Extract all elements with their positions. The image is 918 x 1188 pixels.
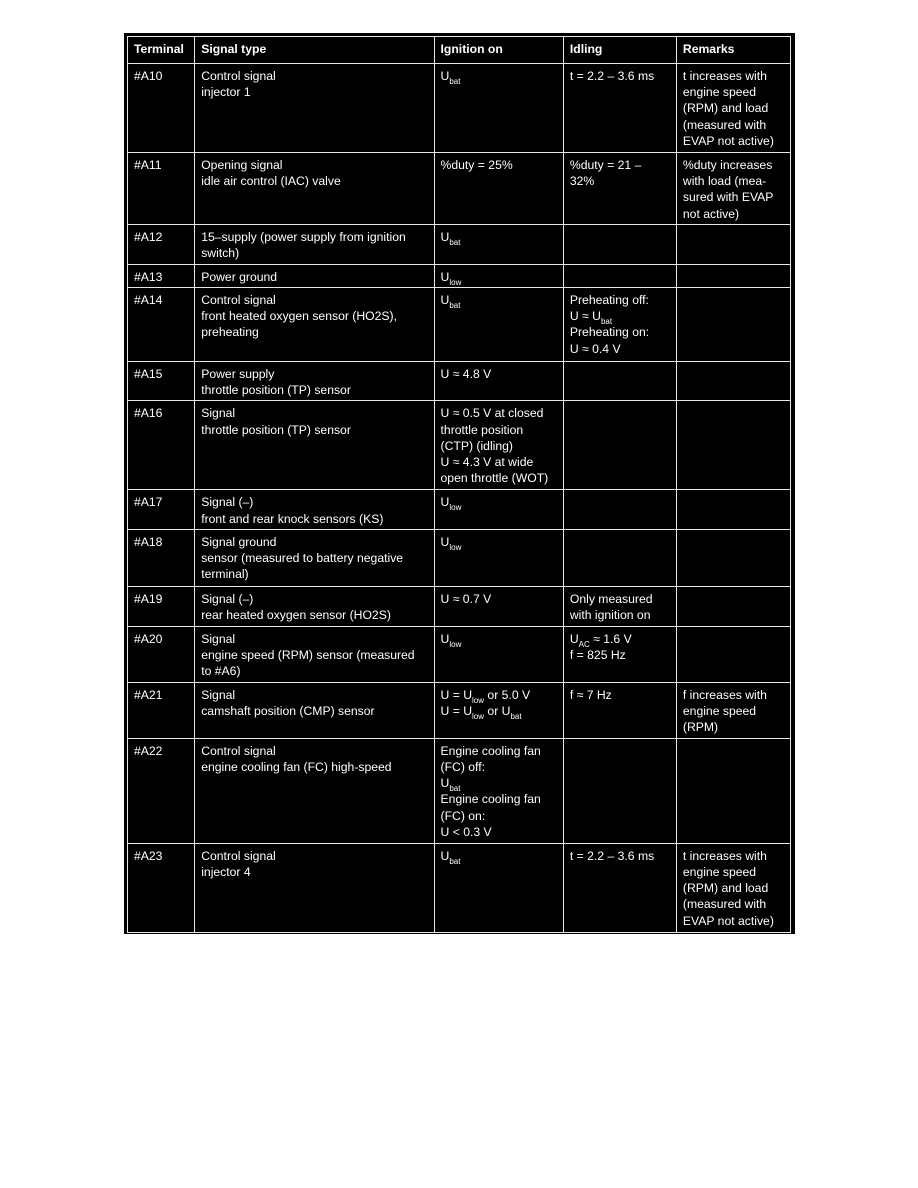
subscript: low [472, 712, 485, 722]
cell-line: $U_{bat}$ [440, 69, 461, 86]
cell-line: 32% [569, 174, 595, 189]
cell-line: to #A6) [201, 664, 241, 679]
remarks-cell [676, 586, 790, 626]
cell-line: Signal ground [201, 534, 277, 549]
cell-line: injector 1 [201, 85, 251, 100]
cell-line: $U_{low}$ [440, 495, 462, 513]
cell-line: Signal (–) [201, 495, 254, 510]
cell-line: Signal [201, 687, 236, 702]
terminal-cell: #A19 [128, 586, 195, 626]
subscript: bat [449, 301, 461, 311]
ignition-on-cell [434, 490, 563, 529]
cell-line: U ≈ 0.4 V [569, 341, 621, 356]
table-row [128, 626, 791, 682]
ignition-on-cell [434, 264, 563, 287]
ignition-on-cell [434, 626, 563, 682]
cell-line: $U \approx U_{bat}$ [569, 309, 613, 327]
cell-line: Signal [201, 631, 236, 646]
cell-line: $U_{bat}$ [440, 229, 461, 247]
subscript: bat [449, 237, 461, 247]
idling-cell [563, 529, 676, 586]
cell-line: terminal) [201, 567, 249, 582]
remarks-cell [676, 529, 790, 586]
cell-line: %duty = 25% [440, 158, 513, 172]
cell-line: idle air control (IAC) valve [201, 174, 341, 189]
terminal-cell: #A23 [128, 843, 195, 932]
table-row [128, 153, 791, 225]
terminal-cell: #A20 [128, 626, 195, 682]
cell-line: $U = U_{low}$ or 5.0 V [440, 687, 531, 705]
ignition-on-cell [434, 529, 563, 586]
table-row [128, 401, 791, 490]
idling-cell [563, 288, 676, 362]
cell-line: (RPM) [682, 720, 719, 735]
table-row [128, 738, 791, 843]
cell-line: %duty = 21 – [569, 158, 642, 172]
header-signal-type: Signal type [195, 37, 434, 64]
signal-type-cell [195, 490, 434, 529]
cell-line: $U_{low}$ [440, 631, 462, 649]
terminal-cell: #A10 [128, 64, 195, 153]
cell-line: Control signal [201, 848, 276, 863]
cell-line: f ≈ 7 Hz [569, 687, 612, 702]
cell-line: $U_{bat}$ [440, 293, 461, 311]
cell-line: (RPM) and load [682, 881, 769, 896]
cell-line: Power supply [201, 367, 275, 382]
cell-line: throttle position (TP) sensor [201, 422, 351, 437]
cell-line: rear heated oxygen sensor (HO2S) [201, 608, 391, 623]
cell-line: Signal (–) [201, 591, 254, 606]
cell-line: (FC) on: [440, 808, 486, 823]
cell-line: with load (mea- [682, 174, 767, 189]
ignition-on-cell [434, 288, 563, 362]
idling-cell [563, 626, 676, 682]
cell-line: t = 2.2 – 3.6 ms [569, 848, 655, 863]
terminal-cell: #A13 [128, 264, 195, 287]
subscript: low [472, 695, 485, 705]
cell-line: front and rear knock sensors (KS) [201, 511, 384, 526]
terminal-cell: #A11 [128, 153, 195, 225]
idling-cell [563, 153, 676, 225]
cell-line: U ≈ 0.7 V [440, 591, 492, 606]
subscript: low [449, 503, 462, 513]
ignition-on-cell [434, 586, 563, 626]
remarks-cell [676, 288, 790, 362]
cell-line: EVAP not active) [682, 913, 774, 928]
cell-line: U ≈ 4.3 V at wide [440, 455, 534, 470]
pinout-table-panel [124, 33, 795, 934]
cell-line: engine speed (RPM) sensor (measured [201, 648, 415, 663]
subscript: bat [510, 712, 522, 722]
idling-cell [563, 264, 676, 287]
cell-line: injector 4 [201, 865, 251, 880]
subscript: low [449, 542, 462, 552]
signal-type-cell [195, 843, 434, 932]
subscript: bat [449, 856, 461, 866]
cell-line: switch) [201, 246, 240, 261]
remarks-cell [676, 843, 790, 932]
table-row [128, 490, 791, 529]
idling-cell [563, 843, 676, 932]
cell-line: engine speed [682, 865, 757, 880]
cell-line: Only measured [569, 591, 653, 606]
cell-line: (CTP) (idling) [440, 438, 513, 453]
signal-type-cell [195, 362, 434, 401]
table-row [128, 586, 791, 626]
remarks-cell [676, 362, 790, 401]
idling-cell [563, 682, 676, 738]
cell-line: U ≈ 4.8 V [440, 367, 492, 382]
subscript: bat [600, 317, 613, 327]
ignition-on-cell [434, 64, 563, 153]
cell-line: f increases with [682, 687, 767, 702]
cell-line: Engine cooling fan [440, 743, 541, 758]
cell-line: (measured with [682, 117, 767, 132]
signal-type-cell [195, 224, 434, 264]
pinout-table [127, 36, 791, 933]
table-row [128, 843, 791, 932]
header-remarks: Remarks [676, 37, 790, 64]
idling-cell [563, 224, 676, 264]
signal-type-cell [195, 529, 434, 586]
cell-line: $U_{low}$ [440, 534, 462, 552]
ignition-on-cell [434, 738, 563, 843]
idling-cell [563, 738, 676, 843]
cell-line: Control signal [201, 743, 276, 758]
remarks-cell [676, 738, 790, 843]
ignition-on-cell [434, 153, 563, 225]
remarks-cell [676, 626, 790, 682]
cell-line: sensor (measured to battery negative [201, 551, 404, 566]
cell-line: t increases with [682, 69, 767, 83]
terminal-cell: #A14 [128, 288, 195, 362]
signal-type-cell [195, 64, 434, 153]
cell-line: engine cooling fan (FC) high-speed [201, 760, 392, 775]
idling-cell [563, 401, 676, 490]
terminal-cell: #A12 [128, 224, 195, 264]
cell-line: (FC) off: [440, 760, 485, 775]
cell-line: throttle position [440, 422, 524, 437]
remarks-cell [676, 64, 790, 153]
subscript: bat [449, 784, 461, 794]
cell-line: $U_{low}$ [440, 269, 462, 287]
signal-type-cell [195, 586, 434, 626]
remarks-cell [676, 153, 790, 225]
cell-line: sured with EVAP [682, 190, 774, 205]
cell-line: Power ground [201, 269, 278, 284]
cell-line: throttle position (TP) sensor [201, 383, 351, 398]
cell-line: with ignition on [569, 608, 651, 623]
signal-type-cell [195, 264, 434, 287]
header-ignition-on: Ignition on [434, 37, 563, 64]
cell-line: engine speed [682, 704, 757, 719]
signal-type-cell [195, 153, 434, 225]
cell-line: t increases with [682, 848, 767, 863]
terminal-cell: #A16 [128, 401, 195, 490]
cell-line: $U_{AC} \approx 1.6$ V [569, 631, 632, 649]
terminal-cell: #A18 [128, 529, 195, 586]
remarks-cell [676, 401, 790, 490]
table-row [128, 682, 791, 738]
cell-line: (RPM) and load [682, 101, 769, 116]
cell-line: Engine cooling fan [440, 792, 541, 807]
subscript: AC [578, 639, 590, 649]
terminal-cell: #A17 [128, 490, 195, 529]
table-row [128, 64, 791, 153]
ignition-on-cell [434, 682, 563, 738]
cell-line: Preheating off: [569, 293, 649, 308]
signal-type-cell [195, 401, 434, 490]
cell-line: EVAP not active) [682, 133, 774, 148]
subscript: low [449, 639, 462, 649]
table-row [128, 264, 791, 287]
idling-cell [563, 362, 676, 401]
cell-line: f = 825 Hz [569, 648, 626, 663]
subscript: low [449, 277, 462, 287]
remarks-cell [676, 224, 790, 264]
table-row [128, 529, 791, 586]
idling-cell [563, 64, 676, 153]
cell-line: Opening signal [201, 158, 283, 172]
signal-type-cell [195, 738, 434, 843]
table-body [128, 64, 791, 933]
terminal-cell: #A21 [128, 682, 195, 738]
cell-line: open throttle (WOT) [440, 471, 549, 486]
remarks-cell [676, 682, 790, 738]
header-terminal: Terminal [128, 37, 195, 64]
ignition-on-cell [434, 843, 563, 932]
cell-line: Preheating on: [569, 325, 650, 340]
terminal-cell: #A22 [128, 738, 195, 843]
ignition-on-cell [434, 362, 563, 401]
cell-line: camshaft position (CMP) sensor [201, 704, 375, 719]
idling-cell [563, 586, 676, 626]
signal-type-cell [195, 682, 434, 738]
cell-line: preheating [201, 325, 259, 340]
cell-line: front heated oxygen sensor (HO2S), [201, 309, 397, 324]
table-row [128, 288, 791, 362]
cell-line: t = 2.2 – 3.6 ms [569, 69, 655, 83]
header-row [128, 37, 791, 64]
idling-cell [563, 490, 676, 529]
cell-line: (measured with [682, 897, 767, 912]
remarks-cell [676, 264, 790, 287]
cell-line: %duty increases [682, 158, 773, 172]
cell-line: Signal [201, 406, 236, 421]
header-idling: Idling [563, 37, 676, 64]
cell-line: 15–supply (power supply from ignition [201, 229, 406, 244]
signal-type-cell [195, 288, 434, 362]
remarks-cell [676, 490, 790, 529]
subscript: bat [449, 77, 461, 86]
ignition-on-cell [434, 401, 563, 490]
cell-line: engine speed [682, 85, 757, 100]
table-row [128, 224, 791, 264]
cell-line: $U = U_{low}$ or $U_{bat}$ [440, 704, 522, 722]
cell-line: not active) [682, 206, 740, 221]
cell-line: Control signal [201, 69, 276, 83]
cell-line: $U_{bat}$ [440, 776, 461, 794]
cell-line: U ≈ 0.5 V at closed [440, 406, 544, 421]
terminal-cell: #A15 [128, 362, 195, 401]
cell-line: Control signal [201, 293, 276, 308]
ignition-on-cell [434, 224, 563, 264]
table-row [128, 362, 791, 401]
cell-line: $U_{bat}$ [440, 848, 461, 866]
signal-type-cell [195, 626, 434, 682]
cell-line: U < 0.3 V [440, 824, 492, 839]
